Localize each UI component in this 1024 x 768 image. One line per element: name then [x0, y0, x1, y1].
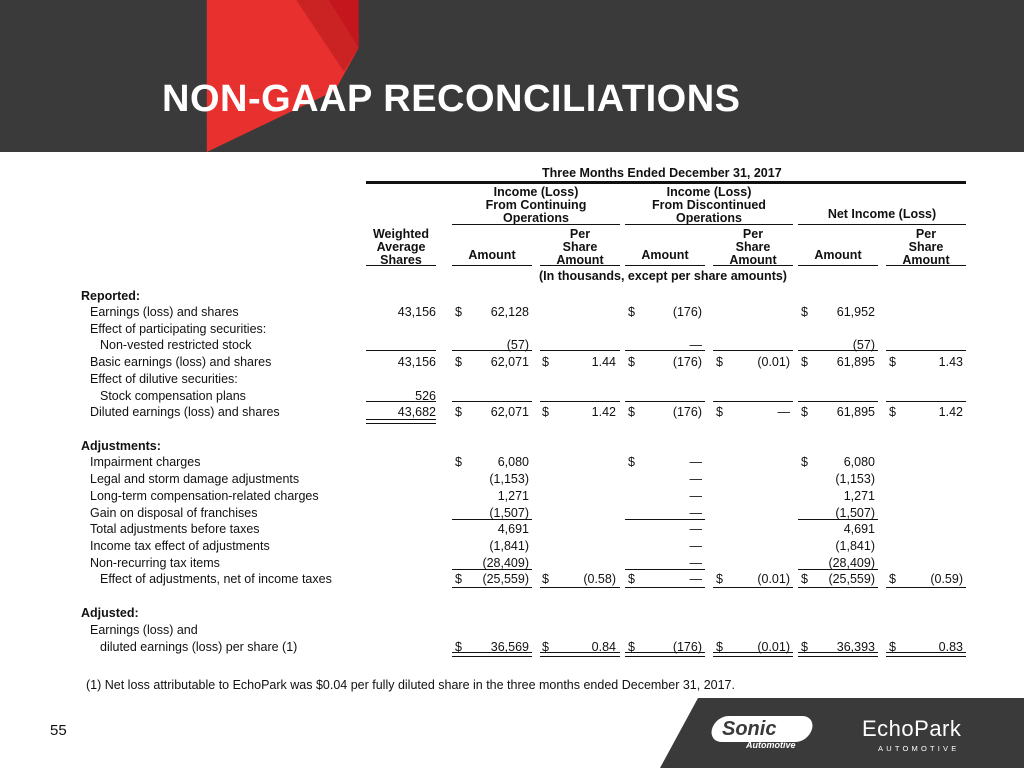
group-rule: [798, 224, 966, 225]
col-rule: [366, 265, 436, 266]
currency-symbol: $: [889, 355, 896, 369]
subtotal-rule: [366, 401, 436, 402]
table-cell: 0.83: [938, 640, 963, 654]
currency-symbol: $: [455, 572, 462, 586]
table-cell: 43,156: [397, 355, 436, 369]
row-label: Legal and storm damage adjustments: [90, 472, 300, 486]
total-rule: [886, 587, 966, 588]
table-cell: 62,071: [490, 355, 529, 369]
row-label: Earnings (loss) and: [90, 623, 198, 637]
subtotal-rule: [625, 350, 705, 351]
echopark-logo: [862, 716, 972, 756]
currency-symbol: $: [628, 355, 635, 369]
currency-symbol: $: [455, 640, 462, 654]
subtotal-rule: [798, 519, 878, 520]
table-cell: (1,153): [489, 472, 529, 486]
currency-symbol: $: [889, 572, 896, 586]
total-rule: [713, 587, 793, 588]
group-header-net: Net Income (Loss): [827, 207, 937, 221]
currency-symbol: $: [628, 305, 635, 319]
table-cell: 6,080: [497, 455, 529, 469]
table-cell: —: [689, 338, 702, 352]
row-label: Earnings (loss) and shares: [90, 305, 239, 319]
col-header-amount: Amount: [641, 248, 689, 262]
echopark-logo-subtext: AUTOMOTIVE: [878, 744, 960, 753]
table-cell: 62,128: [490, 305, 529, 319]
subtotal-rule: [540, 350, 620, 351]
table-cell: 43,156: [397, 305, 436, 319]
table-cell: 4,691: [497, 522, 529, 536]
table-cell: (1,841): [489, 539, 529, 553]
row-label: Effect of dilutive securities:: [90, 372, 238, 386]
currency-symbol: $: [542, 355, 549, 369]
table-cell: 1.42: [938, 405, 963, 419]
row-label: Gain on disposal of franchises: [90, 506, 258, 520]
total-rule: [625, 587, 705, 588]
subtotal-rule: [713, 401, 793, 402]
row-label: Non-vested restricted stock: [100, 338, 252, 352]
table-cell: —: [689, 472, 702, 486]
col-header-per-share: Per Share Amount: [556, 227, 604, 267]
table-cell: 61,895: [836, 355, 875, 369]
table-cell: (176): [672, 355, 702, 369]
table-cell: 0.84: [591, 640, 616, 654]
subtotal-rule: [540, 401, 620, 402]
row-label: Income tax effect of adjustments: [90, 539, 270, 553]
currency-symbol: $: [628, 455, 635, 469]
subtotal-rule: [886, 350, 966, 351]
subtotal-rule: [452, 569, 532, 570]
table-cell: —: [689, 455, 702, 469]
subtotal-rule: [625, 569, 705, 570]
table-cell: 36,393: [836, 640, 875, 654]
table-cell: (1,507): [489, 506, 529, 520]
currency-symbol: $: [716, 355, 723, 369]
table-cell: 1,271: [843, 489, 875, 503]
currency-symbol: $: [455, 355, 462, 369]
currency-symbol: $: [889, 640, 896, 654]
col-rule: [452, 265, 532, 266]
double-rule: [540, 652, 620, 657]
row-label: Effect of participating securities:: [90, 322, 267, 336]
total-rule: [540, 587, 620, 588]
group-header-discontinued: Income (Loss) From Discontinued Operations: [652, 185, 766, 225]
table-cell: (28,409): [828, 556, 875, 570]
table-cell: (0.01): [757, 640, 790, 654]
row-label: Adjustments:: [81, 439, 161, 453]
col-rule: [540, 265, 620, 266]
table-cell: (1,153): [835, 472, 875, 486]
table-cell: (0.58): [583, 572, 616, 586]
row-label: Total adjustments before taxes: [90, 522, 260, 536]
group-header-continuing: Income (Loss) From Continuing Operations: [485, 185, 587, 225]
table-cell: 4,691: [843, 522, 875, 536]
units-note: (In thousands, except per share amounts): [539, 269, 787, 283]
total-rule: [798, 587, 878, 588]
currency-symbol: $: [801, 405, 808, 419]
col-header-amount: Amount: [814, 248, 862, 262]
currency-symbol: $: [455, 405, 462, 419]
header-rule: [366, 181, 966, 184]
col-rule: [713, 265, 793, 266]
double-rule: [625, 652, 705, 657]
currency-symbol: $: [889, 405, 896, 419]
table-cell: 1,271: [497, 489, 529, 503]
table-cell: (28,409): [482, 556, 529, 570]
currency-symbol: $: [801, 640, 808, 654]
row-label: Diluted earnings (loss) and shares: [90, 405, 280, 419]
currency-symbol: $: [542, 572, 549, 586]
double-rule: [886, 652, 966, 657]
table-cell: (176): [672, 305, 702, 319]
page-title: NON-GAAP RECONCILIATIONS: [162, 78, 741, 120]
table-cell: (0.01): [757, 355, 790, 369]
total-rule: [452, 587, 532, 588]
table-cell: —: [777, 405, 790, 419]
table-cell: 6,080: [843, 455, 875, 469]
echopark-logo-text: EchoPark: [862, 716, 962, 741]
currency-symbol: $: [628, 640, 635, 654]
footnote: (1) Net loss attributable to EchoPark was $0.04 per fully diluted share in the three months ended December 31, 2017.: [86, 678, 735, 692]
currency-symbol: $: [801, 455, 808, 469]
currency-symbol: $: [455, 305, 462, 319]
double-rule: [452, 652, 532, 657]
subtotal-rule: [886, 401, 966, 402]
table-cell: 1.44: [591, 355, 616, 369]
page-number: 55: [50, 722, 67, 739]
subtotal-rule: [798, 350, 878, 351]
table-cell: —: [689, 489, 702, 503]
row-label: Basic earnings (loss) and shares: [90, 355, 272, 369]
subtotal-rule: [452, 519, 532, 520]
col-header-weighted: Weighted Average Shares: [372, 227, 430, 267]
row-label: Stock compensation plans: [100, 389, 246, 403]
table-cell: (1,507): [835, 506, 875, 520]
group-rule: [625, 224, 793, 225]
col-rule: [625, 265, 705, 266]
table-cell: (0.59): [930, 572, 963, 586]
row-label: Long-term compensation-related charges: [90, 489, 319, 503]
currency-symbol: $: [628, 572, 635, 586]
table-cell: (57): [506, 338, 529, 352]
table-cell: 36,569: [490, 640, 529, 654]
period-header: Three Months Ended December 31, 2017: [542, 166, 782, 180]
table-cell: —: [689, 572, 702, 586]
sonic-logo-text: Sonic: [722, 718, 777, 740]
col-header-amount: Amount: [468, 248, 516, 262]
table-cell: (57): [852, 338, 875, 352]
currency-symbol: $: [628, 405, 635, 419]
table-cell: (25,559): [828, 572, 875, 586]
row-label: Effect of adjustments, net of income taxes: [100, 572, 332, 586]
table-cell: 1.43: [938, 355, 963, 369]
currency-symbol: $: [455, 455, 462, 469]
subtotal-rule: [713, 350, 793, 351]
currency-symbol: $: [716, 572, 723, 586]
subtotal-rule: [798, 401, 878, 402]
table-cell: —: [689, 539, 702, 553]
row-label: diluted earnings (loss) per share (1): [100, 640, 298, 654]
subtotal-rule: [625, 519, 705, 520]
col-header-per-share: Per Share Amount: [729, 227, 777, 267]
row-label: Reported:: [81, 289, 141, 303]
col-header-per-share: Per Share Amount: [902, 227, 950, 267]
subtotal-rule: [625, 401, 705, 402]
table-cell: —: [689, 506, 702, 520]
table-cell: —: [689, 556, 702, 570]
subtotal-rule: [798, 569, 878, 570]
table-cell: (176): [672, 640, 702, 654]
table-cell: (1,841): [835, 539, 875, 553]
table-cell: 526: [415, 389, 436, 403]
double-rule: [713, 652, 793, 657]
table-cell: 1.42: [591, 405, 616, 419]
sonic-automotive-logo: [712, 716, 812, 752]
table-cell: 61,895: [836, 405, 875, 419]
subtotal-rule: [452, 401, 532, 402]
table-cell: (25,559): [482, 572, 529, 586]
currency-symbol: $: [801, 355, 808, 369]
currency-symbol: $: [542, 405, 549, 419]
row-label: Impairment charges: [90, 455, 201, 469]
red-accent-shape: [0, 0, 1024, 152]
row-label: Adjusted:: [81, 606, 139, 620]
group-rule: [452, 224, 620, 225]
table-cell: 61,952: [836, 305, 875, 319]
row-label: Non-recurring tax items: [90, 556, 220, 570]
currency-symbol: $: [801, 572, 808, 586]
currency-symbol: $: [716, 405, 723, 419]
double-rule: [366, 419, 436, 424]
double-rule: [798, 652, 878, 657]
table-cell: (0.01): [757, 572, 790, 586]
currency-symbol: $: [801, 305, 808, 319]
subtotal-rule: [452, 350, 532, 351]
table-cell: 43,682: [397, 405, 436, 419]
currency-symbol: $: [716, 640, 723, 654]
table-cell: —: [689, 522, 702, 536]
col-rule: [798, 265, 878, 266]
table-cell: 62,071: [490, 405, 529, 419]
subtotal-rule: [366, 350, 436, 351]
table-cell: (176): [672, 405, 702, 419]
sonic-logo-subtext: Automotive: [746, 740, 796, 750]
col-rule: [886, 265, 966, 266]
currency-symbol: $: [542, 640, 549, 654]
